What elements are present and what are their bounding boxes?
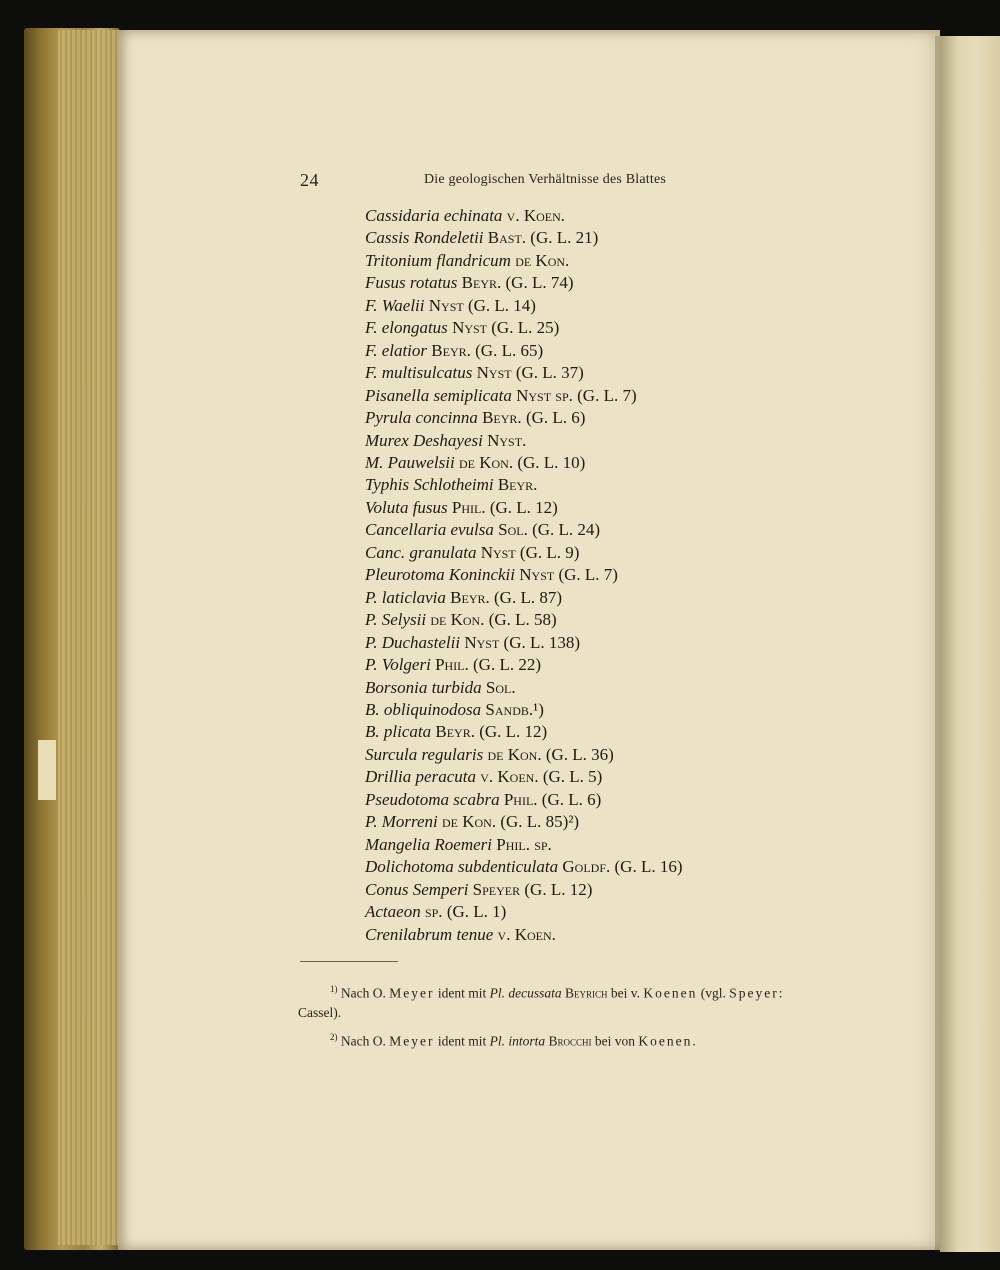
species-reference: (G. L. 138) <box>503 632 581 652</box>
species-name: Pseudotoma scabra <box>365 789 500 809</box>
species-reference: (G. L. 7) <box>558 565 618 585</box>
footnote-1-text: (vgl. <box>700 985 726 1001</box>
species-entry <box>365 519 805 541</box>
species-author: Speyer <box>472 879 521 899</box>
species-entry <box>365 632 805 654</box>
species-author: Phil. <box>503 789 538 809</box>
species-reference: (G. L. 87) <box>494 587 562 607</box>
species-author: Nyst. <box>487 430 527 450</box>
species-entry <box>365 766 805 788</box>
species-reference: (G. L. 12) <box>524 879 593 899</box>
page-fold-shadow <box>935 36 959 1252</box>
species-name: Pleurotoma Koninckii <box>365 565 515 585</box>
species-name: P. Volgeri <box>365 655 431 675</box>
species-entry <box>365 856 805 878</box>
species-entry <box>365 542 805 564</box>
footnote-1-author: Beyrich <box>564 985 608 1001</box>
footnote-1-person: Koenen <box>643 985 698 1001</box>
species-reference: (G. L. 10) <box>517 452 586 472</box>
species-author: v. Koen. <box>480 767 539 787</box>
species-entry <box>365 609 805 631</box>
species-author: Phil. <box>435 655 469 675</box>
species-reference: (G. L. 24) <box>532 520 601 540</box>
species-author: Beyr. <box>450 587 490 607</box>
species-entry <box>365 587 805 609</box>
species-reference: (G. L. 12) <box>479 722 548 742</box>
species-name: F. elongatus <box>365 318 448 338</box>
species-name: Pyrula concinna <box>365 408 478 428</box>
species-name: Borsonia turbida <box>365 677 482 697</box>
species-author: Beyr. <box>431 340 471 360</box>
species-author: de Kon. <box>441 812 497 832</box>
species-name: F. Waelii <box>365 295 425 315</box>
species-reference: (G. L. 21) <box>530 228 599 248</box>
species-entry <box>365 879 805 901</box>
species-name: P. Selysii <box>365 610 427 630</box>
footnote-1-text: : Cassel). <box>298 985 783 1020</box>
species-entry <box>365 205 805 227</box>
footnote-2-text: ident mit <box>437 1033 487 1048</box>
species-reference: (G. L. 25) <box>491 318 560 338</box>
species-name: Surcula regularis <box>365 744 484 764</box>
species-reference: (G. L. 1) <box>446 902 507 922</box>
species-reference: (G. L. 7) <box>577 385 637 405</box>
species-name: Voluta fusus <box>365 497 448 517</box>
species-entry <box>365 452 805 474</box>
species-author: Sol. <box>485 677 516 697</box>
footnote-1 <box>298 980 818 1022</box>
species-author: Nyst <box>428 295 464 315</box>
species-entry <box>365 227 805 249</box>
species-entry <box>365 407 805 429</box>
species-reference: (G. L. 16) <box>614 857 683 877</box>
footnote-divider <box>300 961 398 962</box>
footnote-1-species: Pl. decussata <box>489 985 562 1001</box>
footnote-1-text: bei v. <box>610 985 640 1001</box>
species-author: Nyst <box>519 565 555 585</box>
species-name: Drillia peracuta <box>365 767 476 787</box>
species-reference: (G. L. 9) <box>519 542 580 562</box>
species-author: Beyr. <box>497 475 538 495</box>
species-entry <box>365 385 805 407</box>
species-entry <box>365 834 805 856</box>
species-author: Phil. <box>451 497 486 517</box>
footnote-2-text: bei von <box>594 1033 635 1048</box>
species-reference: (G. L. 65) <box>475 340 544 360</box>
species-entry <box>365 474 805 496</box>
species-entry <box>365 317 805 339</box>
species-entry <box>365 744 805 766</box>
footnote-1-person: Meyer <box>389 985 435 1001</box>
species-author: de Kon. <box>458 452 514 472</box>
footnote-2 <box>298 1028 818 1051</box>
species-name: F. elatior <box>365 340 428 360</box>
species-reference: (G. L. 6) <box>541 789 602 809</box>
species-reference: (G. L. 85)²) <box>500 812 580 832</box>
species-author: Bast. <box>487 228 527 248</box>
species-name: Pisanella semiplicata <box>365 385 512 405</box>
species-name: M. Pauwelsii <box>365 452 455 472</box>
species-author: Beyr. <box>482 408 522 428</box>
page-header <box>300 170 720 192</box>
species-entry <box>365 272 805 294</box>
species-name: P. Duchastelii <box>365 632 461 652</box>
species-entry <box>365 924 805 946</box>
species-author: Nyst <box>480 542 516 562</box>
species-reference: (G. L. 58) <box>488 610 557 630</box>
footnote-1-mark: 1) <box>330 984 338 994</box>
species-author: de Kon. <box>515 250 570 270</box>
species-reference: (G. L. 5) <box>542 767 603 787</box>
species-name: Canc. granulata <box>365 542 477 562</box>
species-entry <box>365 901 805 923</box>
species-reference: (G. L. 37) <box>515 363 584 383</box>
species-reference: (G. L. 36) <box>545 744 614 764</box>
species-author: Nyst <box>452 318 488 338</box>
species-name: Tritonium flandricum <box>365 250 511 270</box>
species-author: Nyst <box>464 632 500 652</box>
footnote-2-person: Koenen <box>638 1033 693 1048</box>
species-entry <box>365 250 805 272</box>
species-author: v. Koen. <box>506 206 566 225</box>
species-entry <box>365 340 805 362</box>
page-stack-edges <box>58 30 122 1245</box>
gutter-strip <box>38 740 56 800</box>
species-author: Sol. <box>498 520 528 540</box>
species-name: Actaeon <box>365 902 421 922</box>
footnotes <box>298 980 818 1056</box>
species-entry <box>365 721 805 743</box>
species-name: Fusus rotatus <box>365 273 458 293</box>
species-entry <box>365 564 805 586</box>
footnote-2-mark: 2) <box>330 1031 338 1042</box>
species-entry <box>365 811 805 833</box>
species-author: Nyst <box>476 363 512 383</box>
species-name: Dolichotoma subdenticulata <box>365 857 559 877</box>
species-entry <box>365 789 805 811</box>
species-author: Phil. sp. <box>496 834 552 854</box>
species-name: Cassis Rondeletii <box>365 228 484 248</box>
species-reference: (G. L. 74) <box>505 273 574 293</box>
species-entry <box>365 362 805 384</box>
species-name: Typhis Schlotheimi <box>365 475 494 495</box>
species-author: Sandb.¹) <box>485 699 544 719</box>
species-reference: (G. L. 22) <box>473 655 541 675</box>
species-name: Cancellaria evulsa <box>365 520 494 540</box>
footnote-1-text: Nach O. <box>340 985 386 1001</box>
species-name: Conus Semperi <box>365 879 469 899</box>
species-entry <box>365 295 805 317</box>
footnote-2-text: . <box>692 1033 696 1048</box>
species-author: sp. <box>424 902 443 922</box>
species-reference: (G. L. 6) <box>525 408 586 428</box>
species-author: Goldf. <box>562 857 611 877</box>
footnote-2-person: Meyer <box>389 1033 435 1048</box>
footnote-2-author: Brocchi <box>548 1033 592 1048</box>
species-author: Nyst sp. <box>516 385 573 405</box>
species-entry <box>365 677 805 699</box>
species-author: Beyr. <box>461 273 502 293</box>
species-author: de Kon. <box>487 744 542 764</box>
species-name: Murex Deshayesi <box>365 430 483 450</box>
species-list <box>365 205 805 946</box>
footnote-1-text: ident mit <box>437 985 487 1001</box>
species-author: v. Koen. <box>497 924 556 944</box>
species-reference: (G. L. 14) <box>467 295 536 315</box>
species-author: de Kon. <box>430 610 485 630</box>
page-number: 24 <box>300 170 319 190</box>
species-name: P. Morreni <box>365 812 438 832</box>
footnote-2-species: Pl. intorta <box>489 1033 546 1048</box>
species-name: B. obliquinodosa <box>365 699 482 719</box>
species-name: Cassidaria echinata <box>365 206 503 225</box>
species-name: F. multisulcatus <box>365 363 473 383</box>
species-entry <box>365 497 805 519</box>
footnote-2-text: Nach O. <box>340 1033 386 1048</box>
footnote-1-person: Speyer <box>729 985 779 1001</box>
species-entry <box>365 654 805 676</box>
species-name: B. plicata <box>365 722 432 742</box>
species-reference: (G. L. 12) <box>489 497 558 517</box>
species-entry <box>365 699 805 721</box>
species-author: Beyr. <box>435 722 475 742</box>
species-name: Crenilabrum tenue <box>365 924 494 944</box>
species-name: Mangelia Roemeri <box>365 834 492 854</box>
species-entry <box>365 430 805 452</box>
species-name: P. laticlavia <box>365 587 446 607</box>
running-title: Die geologischen Verhältnisse des Blattes <box>424 172 667 187</box>
